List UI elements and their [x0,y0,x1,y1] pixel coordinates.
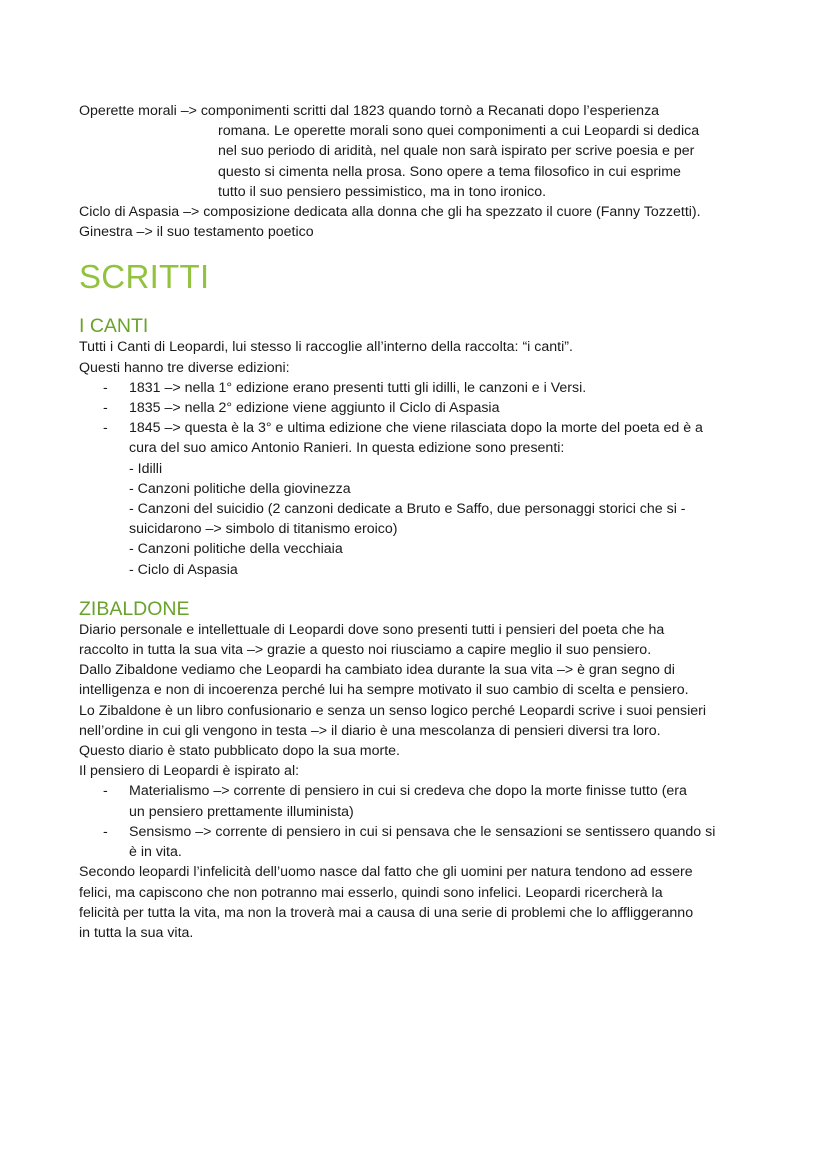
list-item [79,822,768,842]
closing-line: in tutta la sua vita. [79,924,194,941]
zibaldone-heading: ZIBALDONE [79,597,190,620]
zibaldone-line: Dallo Zibaldone vediamo che Leopardi ha cambiato idea durante la sua vita –> è gran segno di [79,662,675,679]
list-item [79,418,768,438]
list-item-continuation [79,802,768,822]
dash-bullet: - [103,420,108,437]
canti-sub-item: - Canzoni politiche della giovinezza [129,480,351,497]
list-item-text: un pensiero prettamente illuminista) [129,803,354,820]
list-item-text: Materialismo –> corrente di pensiero in cui si credeva che dopo la morte finisse tutto (era [129,783,687,800]
list-item [79,781,768,801]
list-item-continuation [79,438,768,458]
zibaldone-line: nell’ordine in cui gli vengono in testa –> il diario è una mescolanza di pensieri diversi tra loro. [79,722,661,739]
list-item-text: cura del suo amico Antonio Ranieri. In questa edizione sono presenti: [129,440,565,457]
canti-sub-item: - Ciclo di Aspasia [129,561,238,578]
dash-bullet: - [103,783,108,800]
operette-line-5: tutto il suo pensiero pessimistico, ma in tono ironico. [218,183,547,200]
canti-intro-line-2: Questi hanno tre diverse edizioni: [79,359,290,376]
list-item-text: 1835 –> nella 2° edizione viene aggiunto il Ciclo di Aspasia [129,400,500,417]
pensiero-list [79,781,768,862]
closing-line: felici, ma capiscono che non potranno mai esserlo, quindi sono infelici. Leopardi ricercherà la [79,884,663,901]
zibaldone-line: Diario personale e intellettuale di Leopardi dove sono presenti tutti i pensieri del poeta che ha [79,621,665,638]
list-item-text: Sensismo –> corrente di pensiero in cui si pensava che le sensazioni se sentissero quando si [129,823,716,840]
canti-editions-list [79,378,768,459]
scritti-title: SCRITTI [79,258,210,296]
zibaldone-line: Lo Zibaldone è un libro confusionario e senza un senso logico perché Leopardi scrive i suoi pensieri [79,702,707,719]
list-item [79,378,768,398]
dash-bullet: - [103,400,108,417]
canti-sub-item: suicidarono –> simbolo di titanismo eroico) [129,521,398,538]
zibaldone-line: Questo diario è stato pubblicato dopo la sua morte. [79,743,400,760]
dash-bullet: - [103,379,108,396]
list-item-text: è in vita. [129,844,182,861]
closing-line: Secondo leopardi l’infelicità dell’uomo nasce dal fatto che gli uomini per natura tendono ad essere [79,864,693,881]
list-item-text: 1845 –> questa è la 3° e ultima edizione che viene rilasciata dopo la morte del poeta ed è a [129,420,703,437]
zibaldone-line: raccolto in tutta la sua vita –> grazie a questo noi riusciamo a capire meglio il suo pensiero. [79,642,652,659]
canti-sub-item: - Canzoni del suicidio (2 canzoni dedicate a Bruto e Saffo, due personaggi storici che si - [129,501,686,518]
operette-line-4: questo si cimenta nella prosa. Sono opere a tema filosofico in cui esprime [218,163,681,180]
aspasia-line: Ciclo di Aspasia –> composizione dedicata alla donna che gli ha spezzato il cuore (Fanny Tozzetti). [79,204,701,221]
list-item-text: 1831 –> nella 1° edizione erano presenti tutti gli idilli, le canzoni e i Versi. [129,379,587,396]
zibaldone-line: Il pensiero di Leopardi è ispirato al: [79,763,300,780]
canti-section [79,337,768,579]
operette-line-3: nel suo periodo di aridità, nel quale non sarà ispirato per scrive poesia e per [218,143,695,160]
canti-heading: I CANTI [79,315,149,338]
canti-sub-item: - Canzoni politiche della vecchiaia [129,541,343,558]
zibaldone-line: intelligenza e non di incoerenza perché lui ha sempre motivato il suo cambio di scelta e pensiero. [79,682,689,699]
closing-line: felicità per tutta la vita, ma non la troverà mai a causa di una serie di problemi che lo affliggeranno [79,904,694,921]
canti-sub-item: - Idilli [129,460,163,477]
dash-bullet: - [103,823,108,840]
intro-section [79,101,768,242]
canti-intro-line-1: Tutti i Canti di Leopardi, lui stesso li raccoglie all’interno della raccolta: “i canti”. [79,339,573,356]
operette-line-1: Operette morali –> componimenti scritti dal 1823 quando tornò a Recanati dopo l’esperienza [79,103,660,119]
operette-line-2: romana. Le operette morali sono quei componimenti a cui Leopardi si dedica [218,123,700,140]
zibaldone-section [79,620,768,943]
ginestra-line: Ginestra –> il suo testamento poetico [79,224,314,241]
list-item-continuation [79,842,768,862]
list-item [79,398,768,418]
